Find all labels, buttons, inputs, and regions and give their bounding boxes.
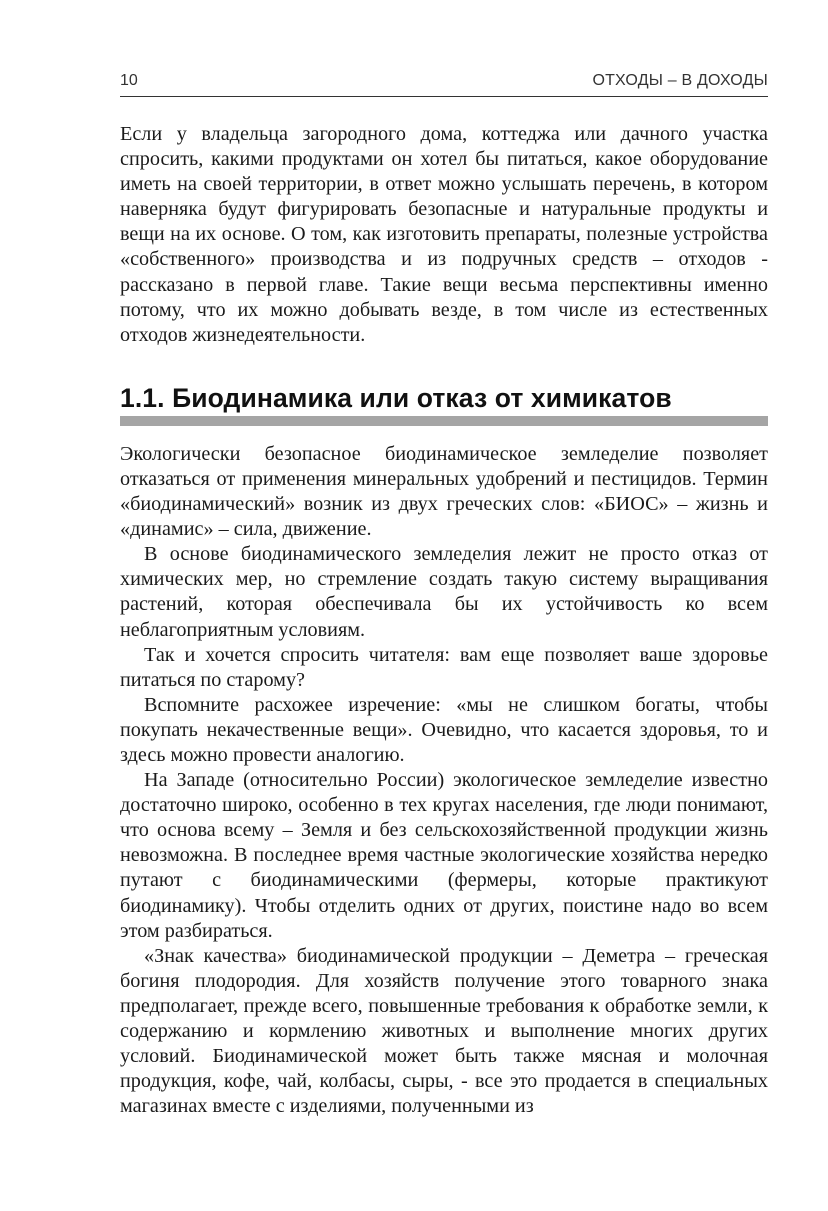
heading-underline-bar	[120, 416, 768, 426]
intro-paragraph: Если у владельца загородного дома, коттеджа или дачного участка спросить, какими продуктами он хотел бы питаться, какое оборудование иметь на своей территории, в ответ можно услышать перечень, в котором наверняка будут фигурировать безопасные и натуральные продукты и вещи на их основе. О том, как изготовить препараты, полезные устройства «собственного» производства и из подручных средств – отходов - рассказано в первой главе. Такие вещи весьма перспективны именно потому, что их можно добывать везде, в том числе из естественных отходов жизнедеятельности.	[120, 123, 768, 346]
running-header	[120, 70, 768, 97]
page-body	[120, 122, 768, 1119]
running-title: ОТХОДЫ – В ДОХОДЫ	[592, 72, 768, 89]
body-paragraph: На Западе (относительно России) экологическое земледелие известно достаточно широко, особенно в тех кругах населения, где люди понимают, что основа всему – Земля и без сельскохозяйственной продукции жизнь невозможна. В последнее время частные экологические хозяйства нередко путают с биодинамическими (фермеры, которые практикуют биодинамику). Чтобы отделить одних от других, поистине надо во всем этом разбираться.	[120, 769, 768, 942]
page-number: 10	[120, 72, 138, 89]
body-paragraph: Вспомните расхожее изречение: «мы не слишком богаты, чтобы покупать некачественные вещи». Очевидно, что касается здоровья, то и здесь можно провести аналогию.	[120, 693, 768, 766]
body-paragraph: В основе биодинамического земледелия лежит не просто отказ от химических мер, но стремление создать такую систему выращивания растений, которая обеспечивала бы их устойчивость ко всем неблагоприятным условиям.	[120, 543, 768, 641]
body-paragraph: Так и хочется спросить читателя: вам еще позволяет ваше здоровье питаться по старому?	[120, 643, 768, 691]
section-heading-block	[120, 382, 768, 426]
section-title: 1.1. Биодинамика или отказ от химикатов	[120, 382, 672, 413]
body-paragraph: Экологически безопасное биодинамическое земледелие позволяет отказаться от применения минеральных удобрений и пестицидов. Термин «биодинамический» возник из двух греческих слов: «БИОС» – жизнь и «динамис» – сила, движение.	[120, 442, 768, 541]
body-paragraph: «Знак качества» биодинамической продукции – Деметра – греческая богиня плодородия. Для хозяйств получение этого товарного знака предполагает, прежде всего, повышенные требования к обработке земли, к содержанию и кормлению животных и выполнение многих других условий. Биодинамической может быть также мясная и молочная продукция, кофе, чай, колбасы, сыры, - все это продается в специальных магазинах вместе с изделиями, полученными из	[120, 944, 768, 1118]
